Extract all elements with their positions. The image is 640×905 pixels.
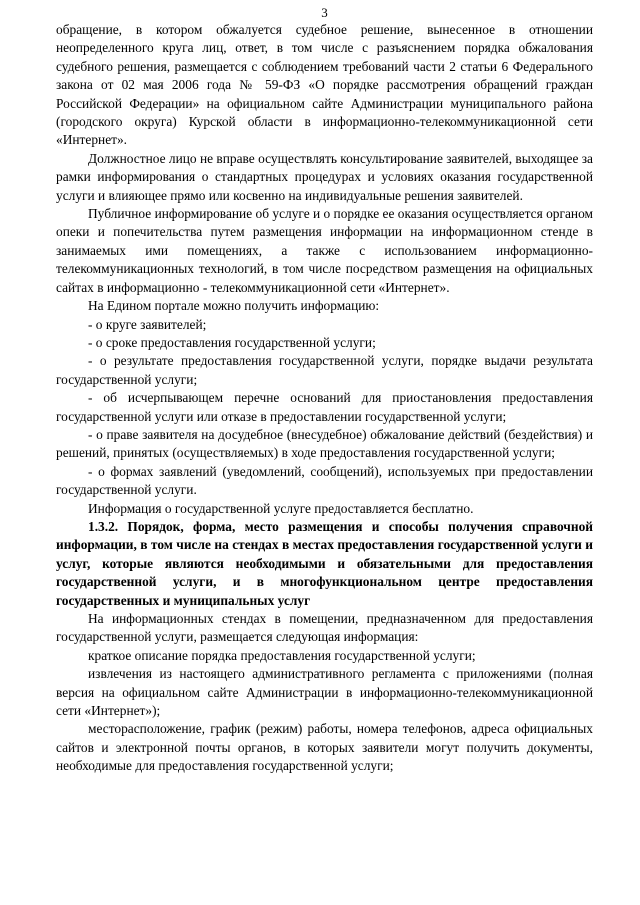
paragraph-appeal-court-decision: обращение, в котором обжалуется судебное решение, вынесенное в отношении неопределенного круга лиц, ответ, в том числе с разъяснением порядка обжалования судебного решения, размещается с соблюдением требований части 2 статьи 6 Федерального закона от 02 мая 2006 года № 59-ФЗ «О порядке рассмотрения обращений граждан Российской Федерации» на официальном сайте Администрации муниципального района (городского округа) Курской области в информационно-телекоммуникационной сети «Интернет». xyxy=(56,22,593,148)
page-number: 3 xyxy=(321,5,328,20)
list-item-suspension-grounds: - об исчерпывающем перечне оснований для приостановления предоставления государственной услуги или отказе в предоставлении государственной услуги; xyxy=(56,390,593,424)
paragraph-free-information: Информация о государственной услуге предоставляется бесплатно. xyxy=(88,500,474,516)
list-item-appeal-right: - о праве заявителя на досудебное (внесудебное) обжалование действий (бездействия) и решений, принятых (осуществляемых) в ходе предоставления государственной услуги; xyxy=(56,426,593,461)
paragraph-official-consulting-limits: Должностное лицо не вправе осуществлять консультирование заявителей, выходящее за рамки информирования о стандартных процедурах и условиях оказания государственной услуги и влияющее прямо или косвенно на индивидуальные решения заявителей. xyxy=(56,150,593,203)
list-item-applicants: - о круге заявителей; xyxy=(88,316,207,332)
paragraph-info-stands: На информационных стендах в помещении, предназначенном для предоставления государственной услуги, размещается следующая информация: xyxy=(56,611,593,645)
list-item-location-schedule: месторасположение, график (режим) работы, номера телефонов, адреса официальных сайтов и электронной почты органов, в которых заявители могут получить документы, необходимые для предоставления государственной услуги; xyxy=(56,721,593,774)
list-item-service-result: - о результате предоставления государственной услуги, порядке выдачи результата государственной услуги; xyxy=(56,353,593,387)
list-item-application-forms: - о формах заявлений (уведомлений, сообщений), используемых при предоставлении государственной услуги. xyxy=(56,463,593,498)
list-item-regulation-extracts: извлечения из настоящего административного регламента с приложениями (полная версия на официальном сайте Администрации в информационно-телекоммуникационной сети «Интернет»); xyxy=(56,666,593,719)
paragraph-public-informing: Публичное информирование об услуге и о порядке ее оказания осуществляется органом опеки и попечительства путем размещения информации на информационном стенде в занимаемых ими помещениях, а также с использованием информационно-телекоммуникационных технологий, в том числе посредством размещения на официальных сайтах в информационно - телекоммуникационной сети «Интернет». xyxy=(56,206,593,295)
paragraph-unified-portal-intro: На Едином портале можно получить информацию: xyxy=(88,298,380,314)
section-heading-1-3-2: 1.3.2. Порядок, форма, место размещения и способы получения справочной информации, в том числе на стендах в местах предоставления государственной услуги и услуг, которые являются необходимыми и обязательными для предоставления государственной услуги, и в многофункциональном центре предоставления государственных и муниципальных услуг xyxy=(56,518,593,608)
list-item-short-description: краткое описание порядка предоставления государственной услуги; xyxy=(88,647,476,663)
list-item-service-term: - о сроке предоставления государственной услуги; xyxy=(88,334,376,350)
